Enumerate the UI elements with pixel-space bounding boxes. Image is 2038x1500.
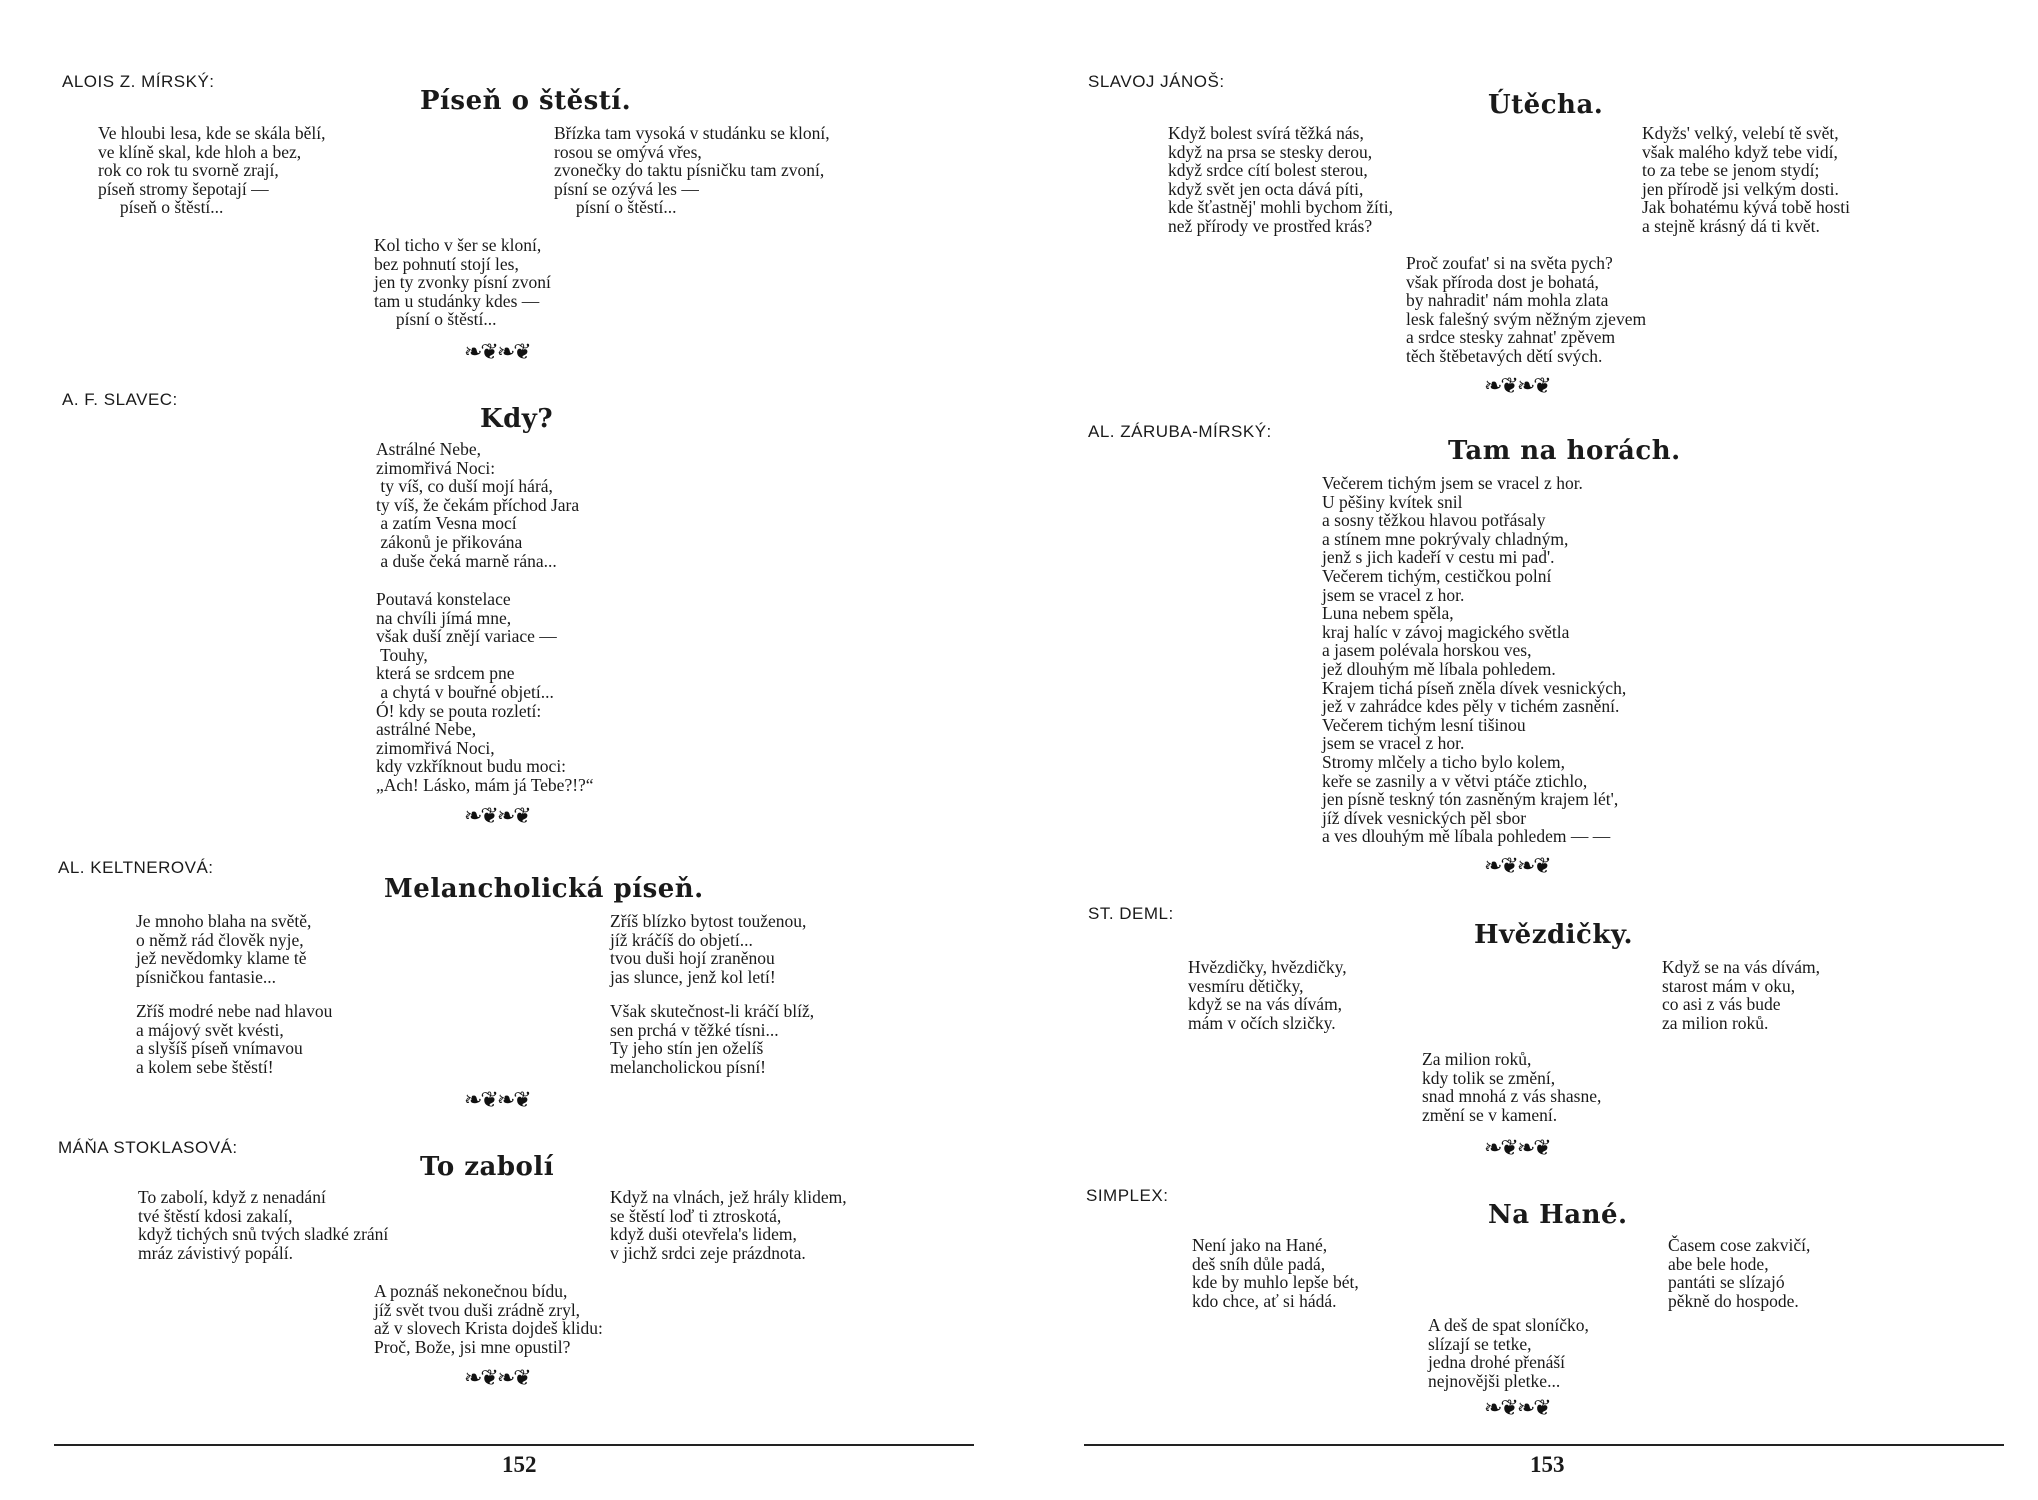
poem-stanza: Poutavá konstelace na chvíli jímá mne, však duší znějí variace — Touhy, která se srdcem pne a chytá v bouřné objetí... Ó! kdy se pouta rozletí: astrálné Nebe, zimomřivá Noci, kdy vzkříknout budu moci: „Ach! Lásko, mám já Tebe?!?“ xyxy=(376,589,594,795)
poem-stanza: To zabolí, když z nenadání tvé štěstí kdosi zakalí, když tichých snů tvých sladké zrání mráz závistivý popálí. xyxy=(138,1187,389,1263)
poem-title: To zabolí xyxy=(420,1152,555,1182)
poem-stanza: Kdyžs' velký, velebí tě svět, však malého když tebe vidí, to za tebe se jenom stydí; jen přírodě jsi velkým dosti. Jak bohatému kývá tobě hosti a stejně krásný dá ti květ. xyxy=(1642,123,1851,236)
poem-author: AL. ZÁRUBA-MÍRSKÝ: xyxy=(1088,422,1272,441)
ornament-divider: ❧❦❧❦ xyxy=(1484,374,1550,399)
poem-stanza: Hvězdičky, hvězdičky, vesmíru dětičky, když se na vás dívám, mám v očích slzičky. xyxy=(1188,957,1347,1033)
footer-rule xyxy=(54,1444,974,1446)
poem-stanza: Večerem tichým jsem se vracel z hor. U pěšiny kvítek snil a sosny těžkou hlavou potřásaly a stínem mne pokrývaly chladným, jenž s jich kadeří v cestu mi pad'. Večerem tichým, cestičkou polní jsem se vracel z hor. Luna nebem spěla, kraj halíc v závoj magického světla a jasem polévala horskou ves, jež dlouhým mě líbala pohledem. Krajem tichá píseň zněla dívek vesnických, jež v zahrádce kdes pěly v tichém zasnění. Večerem tichým lesní tišinou jsem se vracel z hor. Stromy mlčely a ticho bylo kolem, keře se zasnily a v větvi ptáče ztichlo, jen písně teskný tón zasněným krajem lét', jíž dívek vesnických pěl sbor a ves dlouhým mě líbala pohledem — — xyxy=(1322,473,1627,847)
ornament-divider: ❧❦❧❦ xyxy=(464,340,530,365)
poem-author: ALOIS Z. MÍRSKÝ: xyxy=(62,72,215,91)
ornament-divider: ❧❦❧❦ xyxy=(1484,1396,1550,1421)
poem-stanza: Časem cose zakvičí, abe bele hode, pantáti se slízajó pěkně do hospode. xyxy=(1668,1235,1811,1311)
poem-author: MÁŇA STOKLASOVÁ: xyxy=(58,1138,238,1157)
poem-stanza: Astrálné Nebe, zimomřivá Noci: ty víš, co duší mojí hárá, ty víš, že čekám příchod Jara a zatím Vesna mocí zákonů je přikována a duše čeká marně rána... xyxy=(376,439,580,571)
ornament-divider: ❧❦❧❦ xyxy=(464,1366,530,1391)
ornament-divider: ❧❦❧❦ xyxy=(1484,854,1550,879)
ornament-divider: ❧❦❧❦ xyxy=(464,804,530,829)
poem-title: Píseň o štěstí. xyxy=(420,86,632,116)
poem-stanza: A deš de spat sloníčko, slízají se tetke, jedna drohé přenáší nejnovějši pletke... xyxy=(1428,1315,1589,1391)
footer-rule xyxy=(1084,1444,2004,1446)
poem-author: SLAVOJ JÁNOŠ: xyxy=(1088,72,1225,91)
poem-author: SIMPLEX: xyxy=(1086,1186,1169,1205)
poem-title: Útěcha. xyxy=(1488,90,1604,120)
poem-stanza: Však skutečnost-li kráčí blíž, sen prchá v těžké tísni... Ty jeho stín jen oželíš melancholickou písní! xyxy=(610,1001,815,1077)
poem-stanza: Ve hloubi lesa, kde se skála bělí, ve klíně skal, kde hloh a bez, rok co rok tu svorně zrají, píseň stromy šepotají — píseň o štěstí... xyxy=(98,123,326,218)
poem-title: Hvězdičky. xyxy=(1474,920,1634,950)
poem-stanza: Kol ticho v šer se kloní, bez pohnutí stojí les, jen ty zvonky písní zvoní tam u studánky kdes — písní o štěstí... xyxy=(374,235,551,330)
right-page xyxy=(1019,0,2038,1500)
poem-stanza: A poznáš nekonečnou bídu, jíž svět tvou duši zrádně zryl, až v slovech Krista dojdeš klidu: Proč, Bože, jsi mne opustil? xyxy=(374,1281,603,1357)
poem-title: Na Hané. xyxy=(1488,1200,1628,1230)
poem-author: AL. KELTNEROVÁ: xyxy=(58,858,214,877)
poem-author: A. F. SLAVEC: xyxy=(62,390,178,409)
poem-title: Tam na horách. xyxy=(1448,436,1681,466)
page-number: 152 xyxy=(502,1452,537,1477)
poem-stanza: Zříš modré nebe nad hlavou a májový svět kvésti, a slyšíš píseň vnímavou a kolem sebe štěstí! xyxy=(136,1001,333,1077)
poem-stanza: Břízka tam vysoká v studánku se kloní, rosou se omývá vřes, zvonečky do taktu písničku tam zvoní, písní se ozývá les — písní o štěstí... xyxy=(554,123,830,218)
poem-stanza: Není jako na Hané, deš sníh důle padá, kde by muhlo lepše bét, kdo chce, ať si hádá. xyxy=(1192,1235,1359,1311)
ornament-divider: ❧❦❧❦ xyxy=(1484,1136,1550,1161)
poem-title: Kdy? xyxy=(480,404,554,434)
poem-stanza: Zříš blízko bytost touženou, jíž kráčíš do objetí... tvou duši hojí zraněnou jas slunce, jenž kol letí! xyxy=(610,911,807,987)
poem-title: Melancholická píseň. xyxy=(384,874,704,904)
poem-stanza: Je mnoho blaha na světě, o němž rád člověk nyje, jež nevědomky klame tě písničkou fantasie... xyxy=(136,911,312,987)
ornament-divider: ❧❦❧❦ xyxy=(464,1088,530,1113)
poem-stanza: Když bolest svírá těžká nás, když na prsa se stesky derou, když srdce cítí bolest sterou, když svět jen octa dává píti, kde šťastněj' mohli bychom žíti, než přírody ve prostřed krás? xyxy=(1168,123,1393,236)
poem-stanza: Proč zoufat' si na světa pych? však příroda dost je bohatá, by nahradit' nám mohla zlata lesk falešný svým něžným zjevem a srdce stesky zahnat' zpěvem těch štěbetavých dětí svých. xyxy=(1406,253,1647,366)
poem-stanza: Když se na vás dívám, starost mám v oku, co asi z vás bude za milion roků. xyxy=(1662,957,1820,1033)
poem-stanza: Když na vlnách, jež hrály klidem, se štěstí loď ti ztroskotá, když duši otevřela's lidem, v jichž srdci zeje prázdnota. xyxy=(610,1187,847,1263)
page-number: 153 xyxy=(1530,1452,1565,1477)
poem-author: ST. DEML: xyxy=(1088,904,1174,923)
poem-stanza: Za milion roků, kdy tolik se změní, snad mnohá z vás shasne, změní se v kamení. xyxy=(1422,1049,1602,1125)
